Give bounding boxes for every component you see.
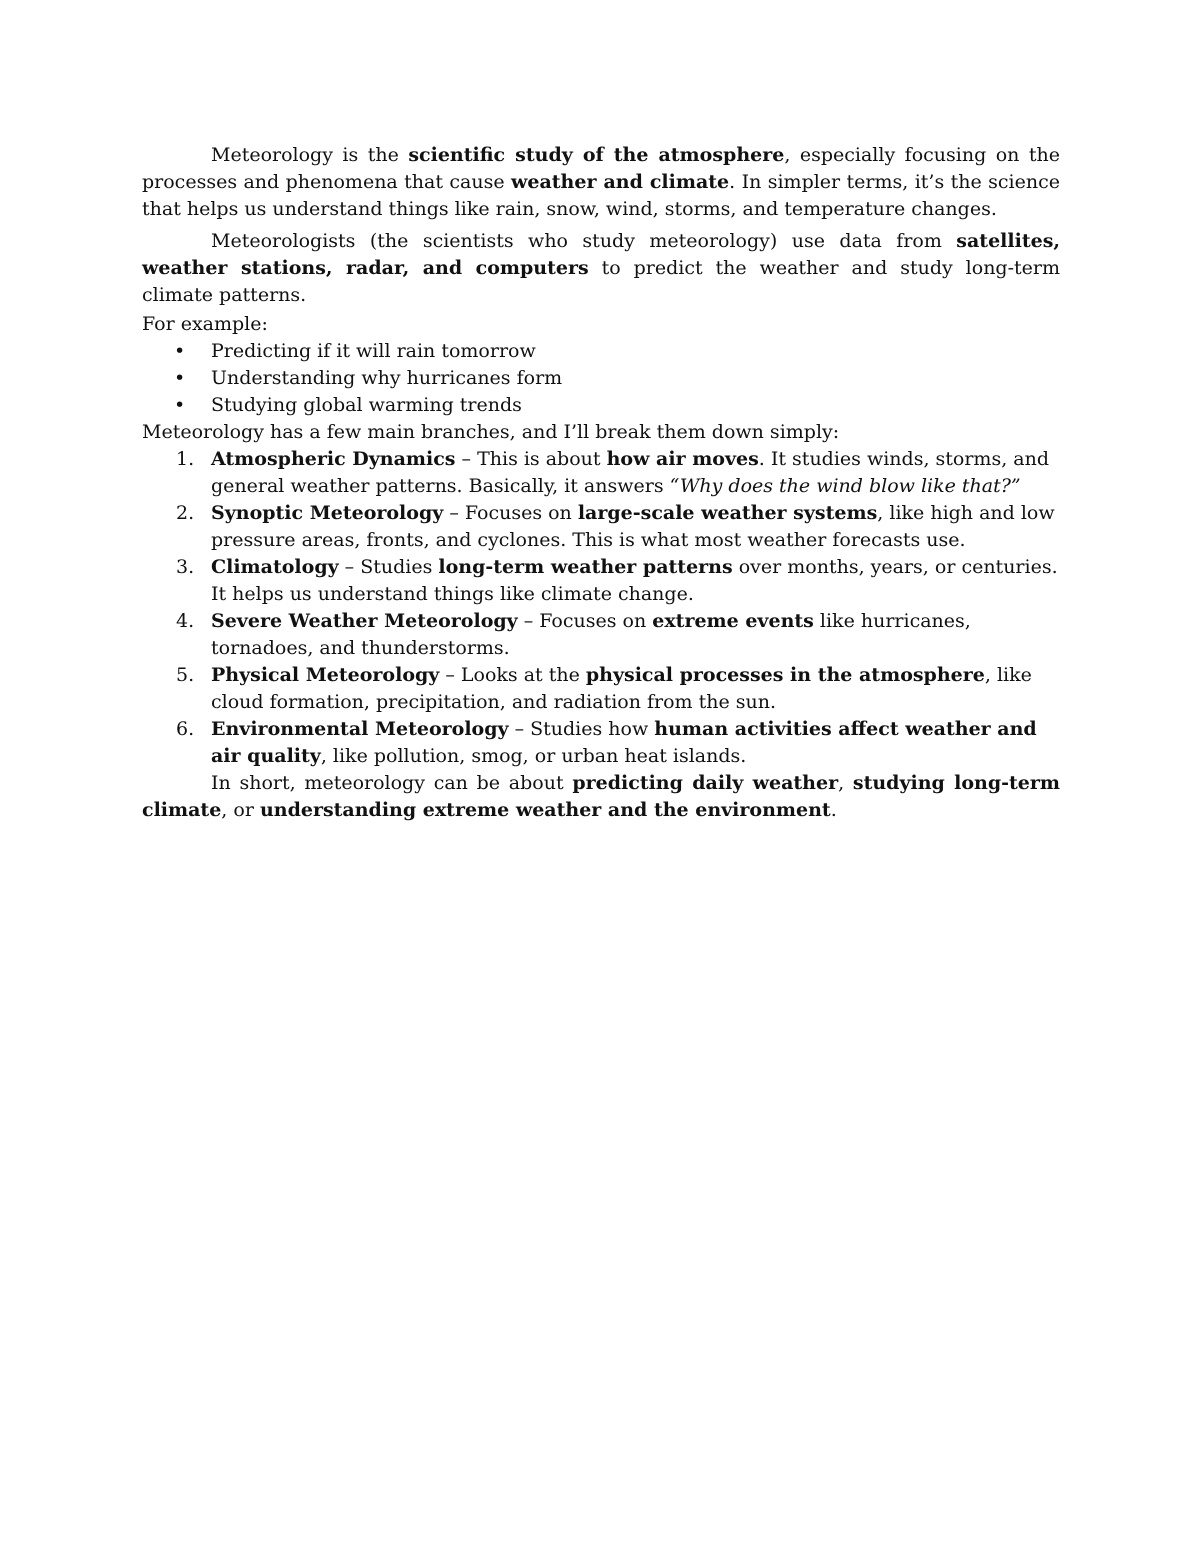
branches-intro: Meteorology has a few main branches, and I’ll break them down simply: [142,421,840,443]
bold-run: how air moves [606,448,759,470]
branch-item [142,662,1060,716]
bold-run: predicting daily weather [572,772,839,794]
text-run: – Focuses on [443,502,578,524]
text-run: . In simpler terms, it’s the science that helps us understand things like rain, snow, wind, storms, and temperature changes. [142,171,1060,220]
branch-name: Severe Weather Meteorology [211,610,518,632]
bold-run: weather and climate [511,171,730,193]
text-run: – Focuses on [517,610,653,632]
bold-run: physical processes in the atmosphere [585,664,985,686]
text-run: over months, years, or centuries. It helps us understand things like climate change. [211,556,1058,605]
list-number: 5. [176,664,195,686]
text-run: , especially focusing on the processes and phenomena that cause [142,144,1060,193]
bold-run: scientific study of the atmosphere [408,144,785,166]
branch-name: Atmospheric Dynamics [211,448,456,470]
text-run: , like high and low pressure areas, fronts, and cyclones. This is what most weather forecasts use. [211,502,1055,551]
list-number: 2. [176,502,195,524]
bullet-icon: • [174,340,186,362]
branch-name: Environmental Meteorology [211,718,509,740]
list-number: 4. [176,610,195,632]
text-run: – Looks at the [439,664,586,686]
list-item-text: Studying global warming trends [211,394,522,416]
list-number: 3. [176,556,195,578]
italic-run: “Why does the wind blow like that?” [669,475,1021,497]
text-run: to predict the weather and study long-term climate patterns. [142,257,1060,306]
branch-name: Physical Meteorology [211,664,440,686]
bullet-icon: • [174,394,186,416]
text-run: – Studies how [508,718,655,740]
example-intro: For example: [142,313,268,335]
list-item [142,338,1060,365]
bold-run: understanding extreme weather and the environment [259,799,831,821]
branch-item [142,554,1060,608]
bold-run: human activities affect weather and air quality [211,718,1037,767]
text-run: . [830,799,837,821]
list-number: 1. [176,448,195,470]
text-run: Meteorologists (the scientists who study meteorology) use data from [211,230,957,252]
branch-name: Climatology [211,556,339,578]
text-run: , [838,772,853,794]
intro-paragraph [142,142,1060,223]
bullet-icon: • [174,367,186,389]
document-body [142,142,1060,824]
example-list [142,338,1060,419]
text-run: , like pollution, smog, or urban heat islands. [320,745,747,767]
text-run: In short, meteorology can be about [211,772,573,794]
text-run: , or [221,799,260,821]
bold-run: satellites, weather stations, radar, and computers [142,230,1060,279]
list-item [142,392,1060,419]
branch-item [142,716,1060,770]
branch-item [142,608,1060,662]
text-run: – Studies [338,556,439,578]
text-run: . It studies winds, storms, and general weather patterns. Basically, it answers [211,448,1050,497]
list-item-text: Predicting if it will rain tomorrow [211,340,536,362]
text-run: , like cloud formation, precipitation, and radiation from the sun. [211,664,1032,713]
branch-item [142,446,1060,500]
branches-list [142,446,1060,770]
list-item-text: Understanding why hurricanes form [211,367,563,389]
branch-item [142,500,1060,554]
text-run: like hurricanes, tornadoes, and thunderstorms. [211,610,971,659]
summary-paragraph [142,770,1060,824]
list-number: 6. [176,718,195,740]
text-run: Meteorology is the [211,144,409,166]
bold-run: long-term weather patterns [438,556,733,578]
list-item [142,365,1060,392]
text-run: – This is about [455,448,607,470]
bold-run: studying long-term climate [142,772,1060,821]
meteorologists-paragraph [142,228,1060,309]
bold-run: extreme events [652,610,814,632]
bold-run: large-scale weather systems [577,502,878,524]
branch-name: Synoptic Meteorology [211,502,444,524]
